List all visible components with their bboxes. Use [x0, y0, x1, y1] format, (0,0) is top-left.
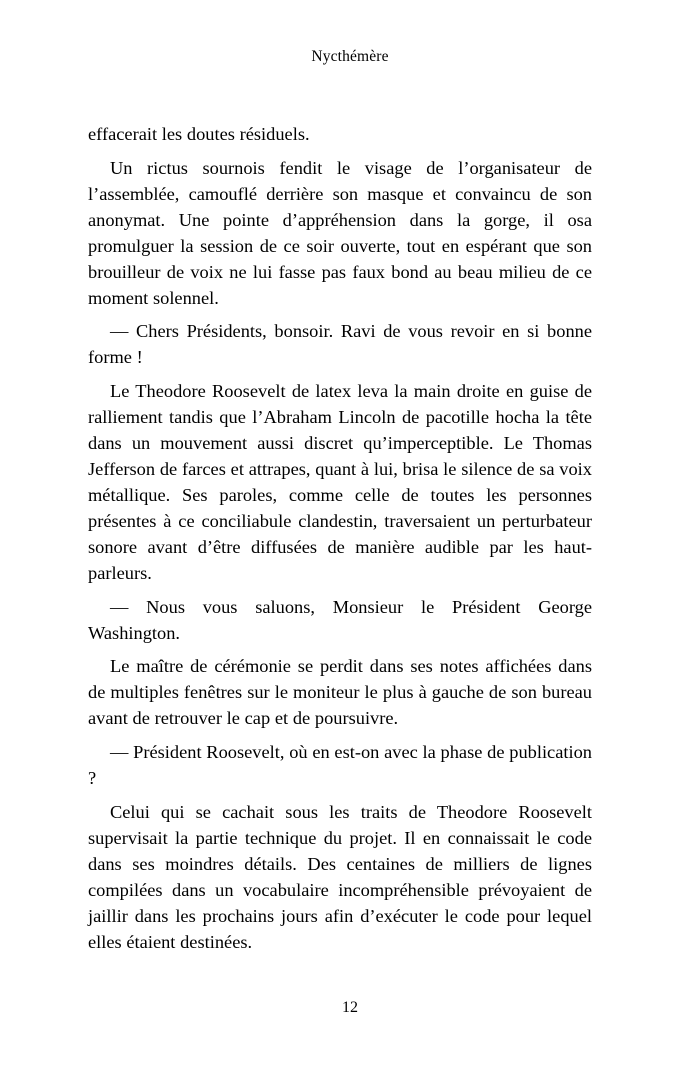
paragraph: Un rictus sournois fendit le visage de l’organisateur de l’assemblée, camouflé derrière son masque et convaincu de son anonymat. Une pointe d’appréhension dans la gorge, il osa promulguer la session de ce soir ouverte, tout en espérant que son brouilleur de voix ne lui fasse pas faux bond au beau milieu de ce moment solennel. — [88, 157, 592, 308]
dialogue-paragraph: — Nous vous saluons, Monsieur le Président George Washington. — [88, 596, 592, 643]
dialogue-paragraph: — Chers Présidents, bonsoir. Ravi de vous revoir en si bonne forme ! — [88, 321, 592, 368]
paragraph: Celui qui se cachait sous les traits de Theodore Roosevelt supervisait la partie technique du projet. Il en connaissait le code dans ses moindres détails. Des centaines de milliers de lignes compilées dans un vocabulaire incompréhensible prévoyaient de jaillir dans les prochains jours afin d’exécuter le code pour lequel elles étaient destinées. — [88, 801, 592, 952]
paragraph: effacerait les doutes résiduels. — [88, 124, 310, 144]
paragraph: Le maître de cérémonie se perdit dans ses notes affichées dans de multiples fenêtres sur le moniteur le plus à gauche de son bureau avant de retrouver le cap et de poursuivre. — [88, 656, 592, 729]
body-text-block — [88, 121, 592, 955]
page-number: 12 — [342, 999, 358, 1016]
running-head: Nycthémère — [311, 48, 389, 65]
paragraph: Le Theodore Roosevelt de latex leva la main droite en guise de ralliement tandis que l’Abraham Lincoln de pacotille hocha la tête dans un mouvement aussi discret qu’imperceptible. Le Thomas Jefferson de farces et attrapes, quant à lui, brisa le silence de sa voix métallique. Ses paroles, comme celle de toutes les personnes présentes à ce conciliabule clandestin, traversaient un perturbateur sonore avant d’être diffusées de manière audible par les haut-parleurs. — [88, 380, 592, 584]
dialogue-paragraph: — Président Roosevelt, où en est-on avec la phase de publication ? — [88, 742, 592, 789]
